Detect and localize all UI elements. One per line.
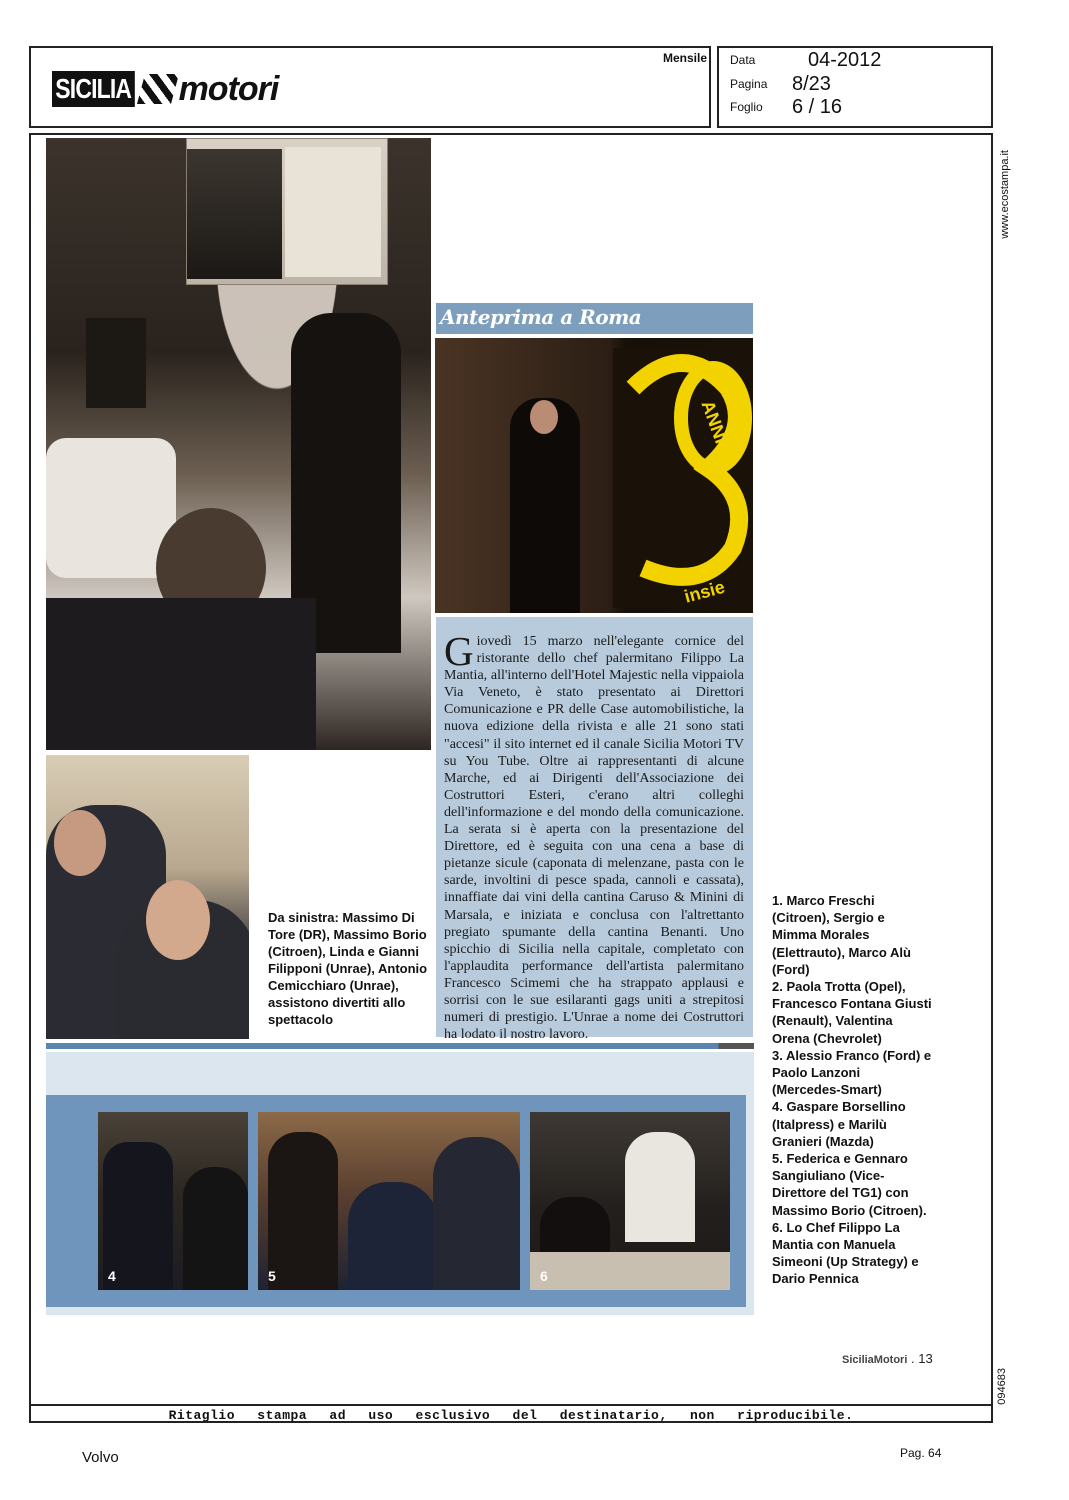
photo-5 bbox=[258, 1112, 520, 1290]
caption-item-1: 1. Marco Freschi (Citroen), Sergio e Mimma Morales (Elettrauto), Marco Alù (Ford) bbox=[772, 893, 911, 977]
pagina-value: 8/23 bbox=[792, 73, 831, 95]
side-url: www.ecostampa.it bbox=[999, 150, 1011, 239]
footer-notice: Ritaglio stampa ad uso esclusivo del destinatario, non riproducibile. bbox=[29, 1404, 993, 1424]
caption-item-5: 5. Federica e Gennaro Sangiuliano (Vice-Direttore del TG1) con Massimo Borio (Citroen). bbox=[772, 1151, 927, 1218]
thirty-anni-logo bbox=[613, 348, 753, 608]
checkered-flag-icon bbox=[137, 74, 179, 104]
speaker-photo bbox=[435, 338, 753, 613]
photo-number-4: 4 bbox=[108, 1268, 116, 1284]
data-label: Data bbox=[730, 53, 756, 67]
photo-4 bbox=[98, 1112, 248, 1290]
caption-item-6: 6. Lo Chef Filippo La Mantia con Manuela Simeoni (Up Strategy) e Dario Pennica bbox=[772, 1219, 919, 1287]
caption-numbered bbox=[772, 892, 932, 1288]
side-code: 094683 bbox=[996, 1368, 1008, 1405]
bottom-page-number: Pag. 64 bbox=[900, 1446, 942, 1460]
logo-sicilia: SICILIA bbox=[52, 71, 134, 107]
caption-item-4: 4. Gaspare Borsellino (Italpress) e Marilù Granieri (Mazda) bbox=[772, 1099, 906, 1149]
photo-number-5: 5 bbox=[268, 1268, 276, 1284]
photo-number-6: 6 bbox=[540, 1268, 548, 1284]
bottom-left-label: Volvo bbox=[82, 1449, 119, 1466]
guests-photo bbox=[46, 755, 249, 1039]
caption-item-2: 2. Paola Trotta (Opel), Francesco Fontana Giusti (Renault), Valentina Orena (Chevrolet) bbox=[772, 979, 932, 1046]
page-folio: SiciliaMotori . 13 bbox=[842, 1351, 933, 1366]
article-title: Anteprima a Roma bbox=[440, 305, 642, 329]
photo-6 bbox=[530, 1112, 730, 1290]
event-photo-main bbox=[46, 138, 431, 750]
data-value: 04-2012 bbox=[808, 49, 882, 71]
caption-guests: Da sinistra: Massimo Di Tore (DR), Massimo Borio (Citroen), Linda e Gianni Filipponi (Unrae), Antonio Cemicchiaro (Unrae), assistono divertiti allo spettacolo bbox=[268, 910, 428, 1027]
frequency-label: Mensile bbox=[662, 51, 707, 65]
foglio-value: 6 / 16 bbox=[792, 96, 843, 118]
article-text: iovedì 15 marzo nell'elegante cornice del ristorante dello chef palermitano Filippo La Mantia, all'interno dell'Hotel Majestic nella vippaiola Via Veneto, è stato presentato ai Direttori Comunicazione e PR delle Case automobilistiche, la nuova edizione della rivista e alle 21 sono stati "accesi" il sito internet ed il canale Sicilia Motori TV su You Tube. Oltre ai rappresentanti di alcune Marche, ed ai Dirigenti dell'Associazione dei Costruttori Esteri, c'erano altri colleghi dell'informazione e del mondo della comunicazione. La serata si è aperta con la presentazione del Direttore, ed è seguita con una cena a base di pietanze sicule (caponata di melenzane, pasta con le sarde, involtini di pesce spada, cannoli e cassata), innaffiate dai vini della cantina Caruso & Minini di Marsala, e iniziata e conclusa con l'altrettanto pregiato spumante della cantina Benanti. Uno spicchio di Sicilia nella capitale, completato con l'applaudita performance dell'artista palermitano Francesco Scimemi che ha strappato applausi e sorrisi con le sue esilaranti gags uniti a strepitosi numeri di prestigio. L'Unrae a nome dei Costruttori ha lodato il nostro lavoro. bbox=[444, 634, 744, 1043]
divider-rule bbox=[46, 1043, 754, 1049]
foglio-label: Foglio bbox=[730, 100, 763, 114]
logo-motori: motori bbox=[178, 69, 279, 108]
projection-screen bbox=[186, 138, 388, 285]
caption-item-3: 3. Alessio Franco (Ford) e Paolo Lanzoni (Mercedes-Smart) bbox=[772, 1047, 932, 1098]
anni-label: ANNI bbox=[697, 397, 732, 447]
article-dropcap: G bbox=[444, 628, 474, 674]
magazine-logo bbox=[52, 70, 278, 108]
article-body bbox=[444, 628, 744, 1043]
insie-label: insie bbox=[682, 576, 727, 607]
pagina-label: Pagina bbox=[730, 77, 768, 91]
